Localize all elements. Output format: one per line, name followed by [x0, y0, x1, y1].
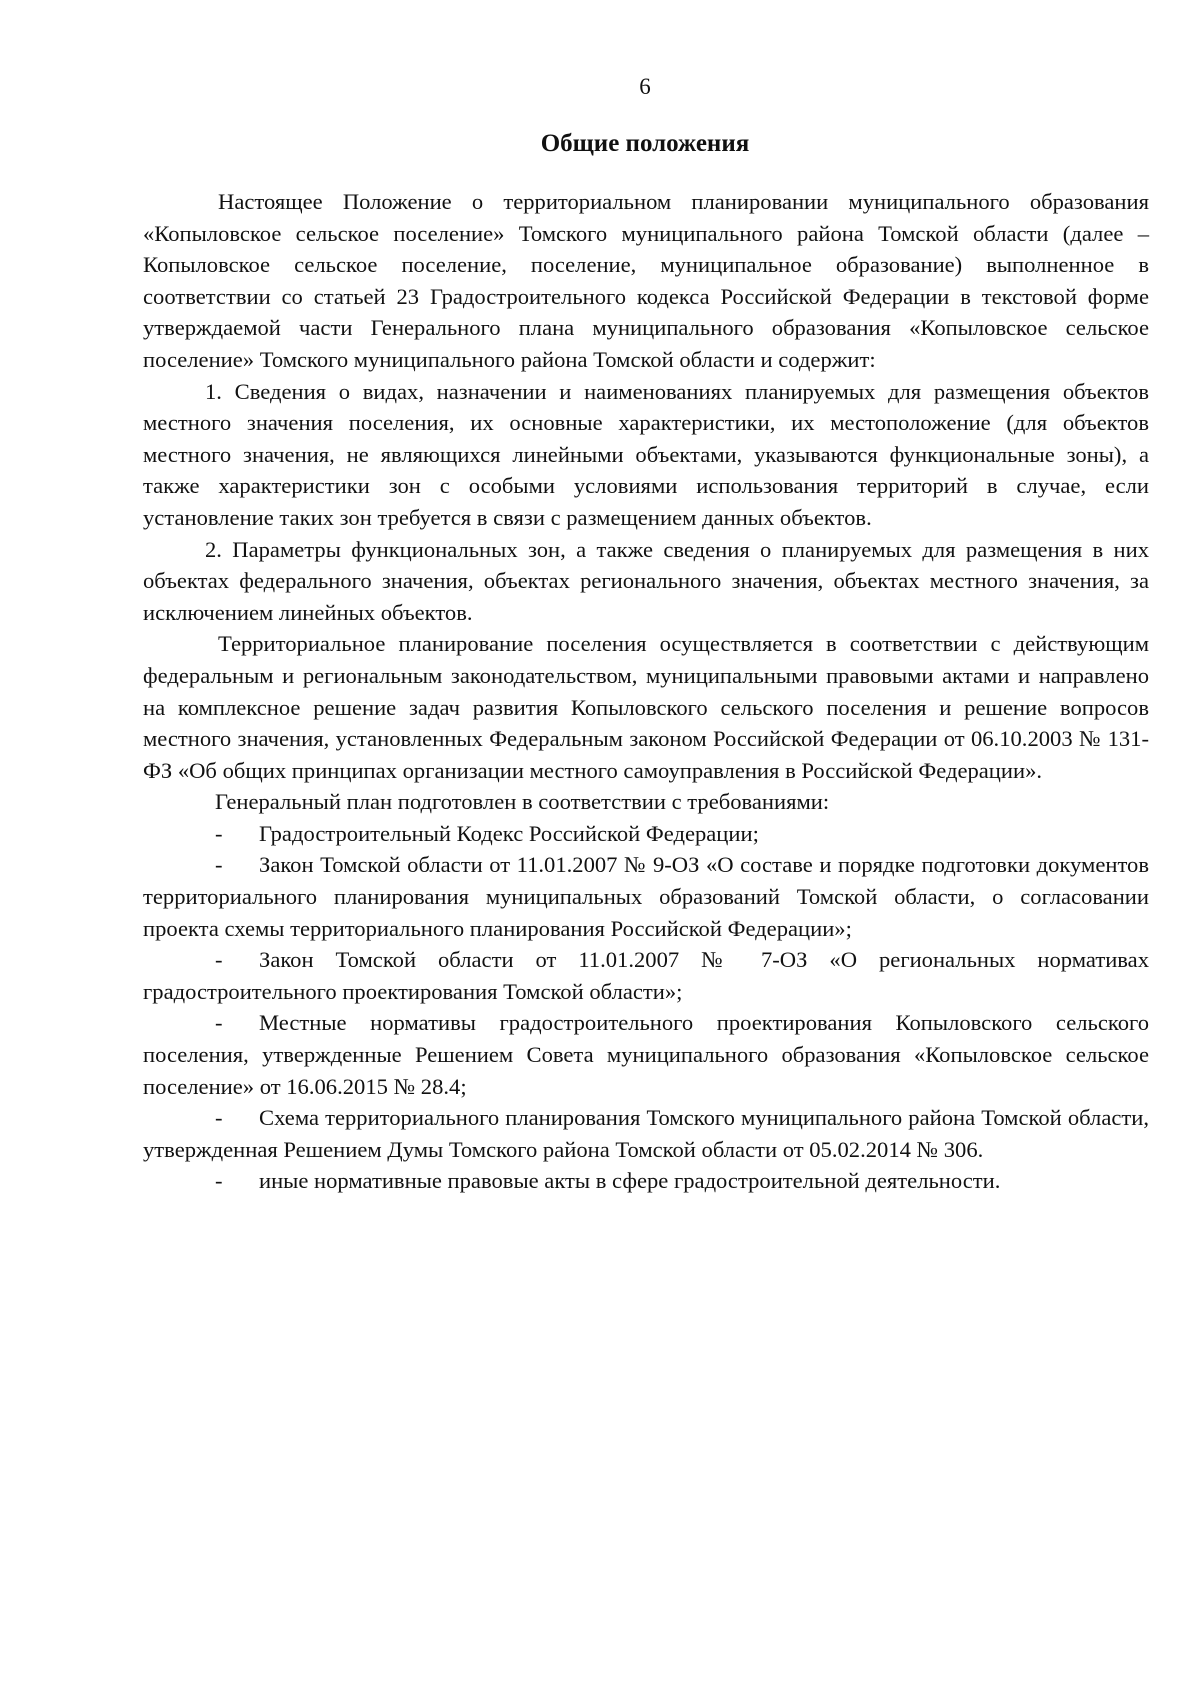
dash-marker: - [215, 852, 223, 878]
dash-marker: - [215, 820, 223, 846]
requirement-text: Градостроительный Кодекс Российской Федерации; [259, 820, 759, 846]
requirement-text: Закон Томской области от 11.01.2007 № 9-ОЗ «О составе и порядке подготовки документов территориального планирования муниципальных образований Томской области, о согласовании проекта схемы территориального планирования Российской Федерации»; [143, 852, 1149, 941]
numbered-item-2: 2. Параметры функциональных зон, а также сведения о планируемых для размещения в них объектах федерального значения, объектах регионального значения, объектах местного значения, за исключением линейных объектов. [143, 536, 1149, 625]
numbered-item-1: 1. Сведения о видах, назначении и наименованиях планируемых для размещения объектов местного значения поселения, их основные характеристики, их местоположение (для объектов местного значения, не являющихся линейными объектами, указываются функциональные зоны), а также характеристики зон с особыми условиями использования территорий в случае, если установление таких зон требуется в связи с размещением данных объектов. [143, 378, 1149, 530]
dash-marker: - [215, 1010, 223, 1036]
requirement-item [143, 849, 1149, 944]
requirements-lead: Генеральный план подготовлен в соответствии с требованиями: [215, 789, 830, 815]
dash-marker: - [215, 1105, 223, 1131]
requirement-item [143, 944, 1149, 1007]
requirement-item [143, 818, 1149, 850]
document-body [143, 186, 1149, 1197]
planning-paragraph: Территориальное планирование поселения осуществляется в соответствии с действующим федеральным и региональным законодательством, муниципальными правовыми актами и направлено на комплексное решение задач развития Копыловского сельского поселения и решение вопросов местного значения, установленных Федеральным законом Российской Федерации от 06.10.2003 № 131-ФЗ «Об общих принципах организации местного самоуправления в Российской Федерации». [143, 631, 1149, 783]
requirement-text: Закон Томской области от 11.01.2007 № 7-ОЗ «О региональных нормативах градостроительного проектирования Томской области»; [143, 947, 1149, 1004]
requirement-text: иные нормативные правовые акты в сфере градостроительной деятельности. [259, 1168, 1001, 1194]
requirement-item [143, 1102, 1149, 1165]
requirement-item [143, 1165, 1149, 1197]
page-number: 6 [639, 74, 651, 99]
page-title: Общие положения [540, 130, 750, 157]
intro-paragraph: Настоящее Положение о территориальном планировании муниципального образования «Копыловское сельское поселение» Томского муниципального района Томской области (далее – Копыловское сельское поселение, поселение, муниципальное образование) выполненное в соответствии со статьей 23 Градостроительного кодекса Российской Федерации в текстовой форме утверждаемой части Генерального плана муниципального образования «Копыловское сельское поселение» Томского муниципального района Томской области и содержит: [143, 189, 1149, 372]
requirement-item [143, 1007, 1149, 1102]
dash-marker: - [215, 947, 223, 973]
requirement-text: Местные нормативы градостроительного проектирования Копыловского сельского поселения, утвержденные Решением Совета муниципального образования «Копыловское сельское поселение» от 16.06.2015 № 28.4; [143, 1010, 1149, 1099]
requirement-text: Схема территориального планирования Томского муниципального района Томской области, утвержденная Решением Думы Томского района Томской области от 05.02.2014 № 306. [143, 1105, 1149, 1162]
dash-marker: - [215, 1168, 223, 1194]
